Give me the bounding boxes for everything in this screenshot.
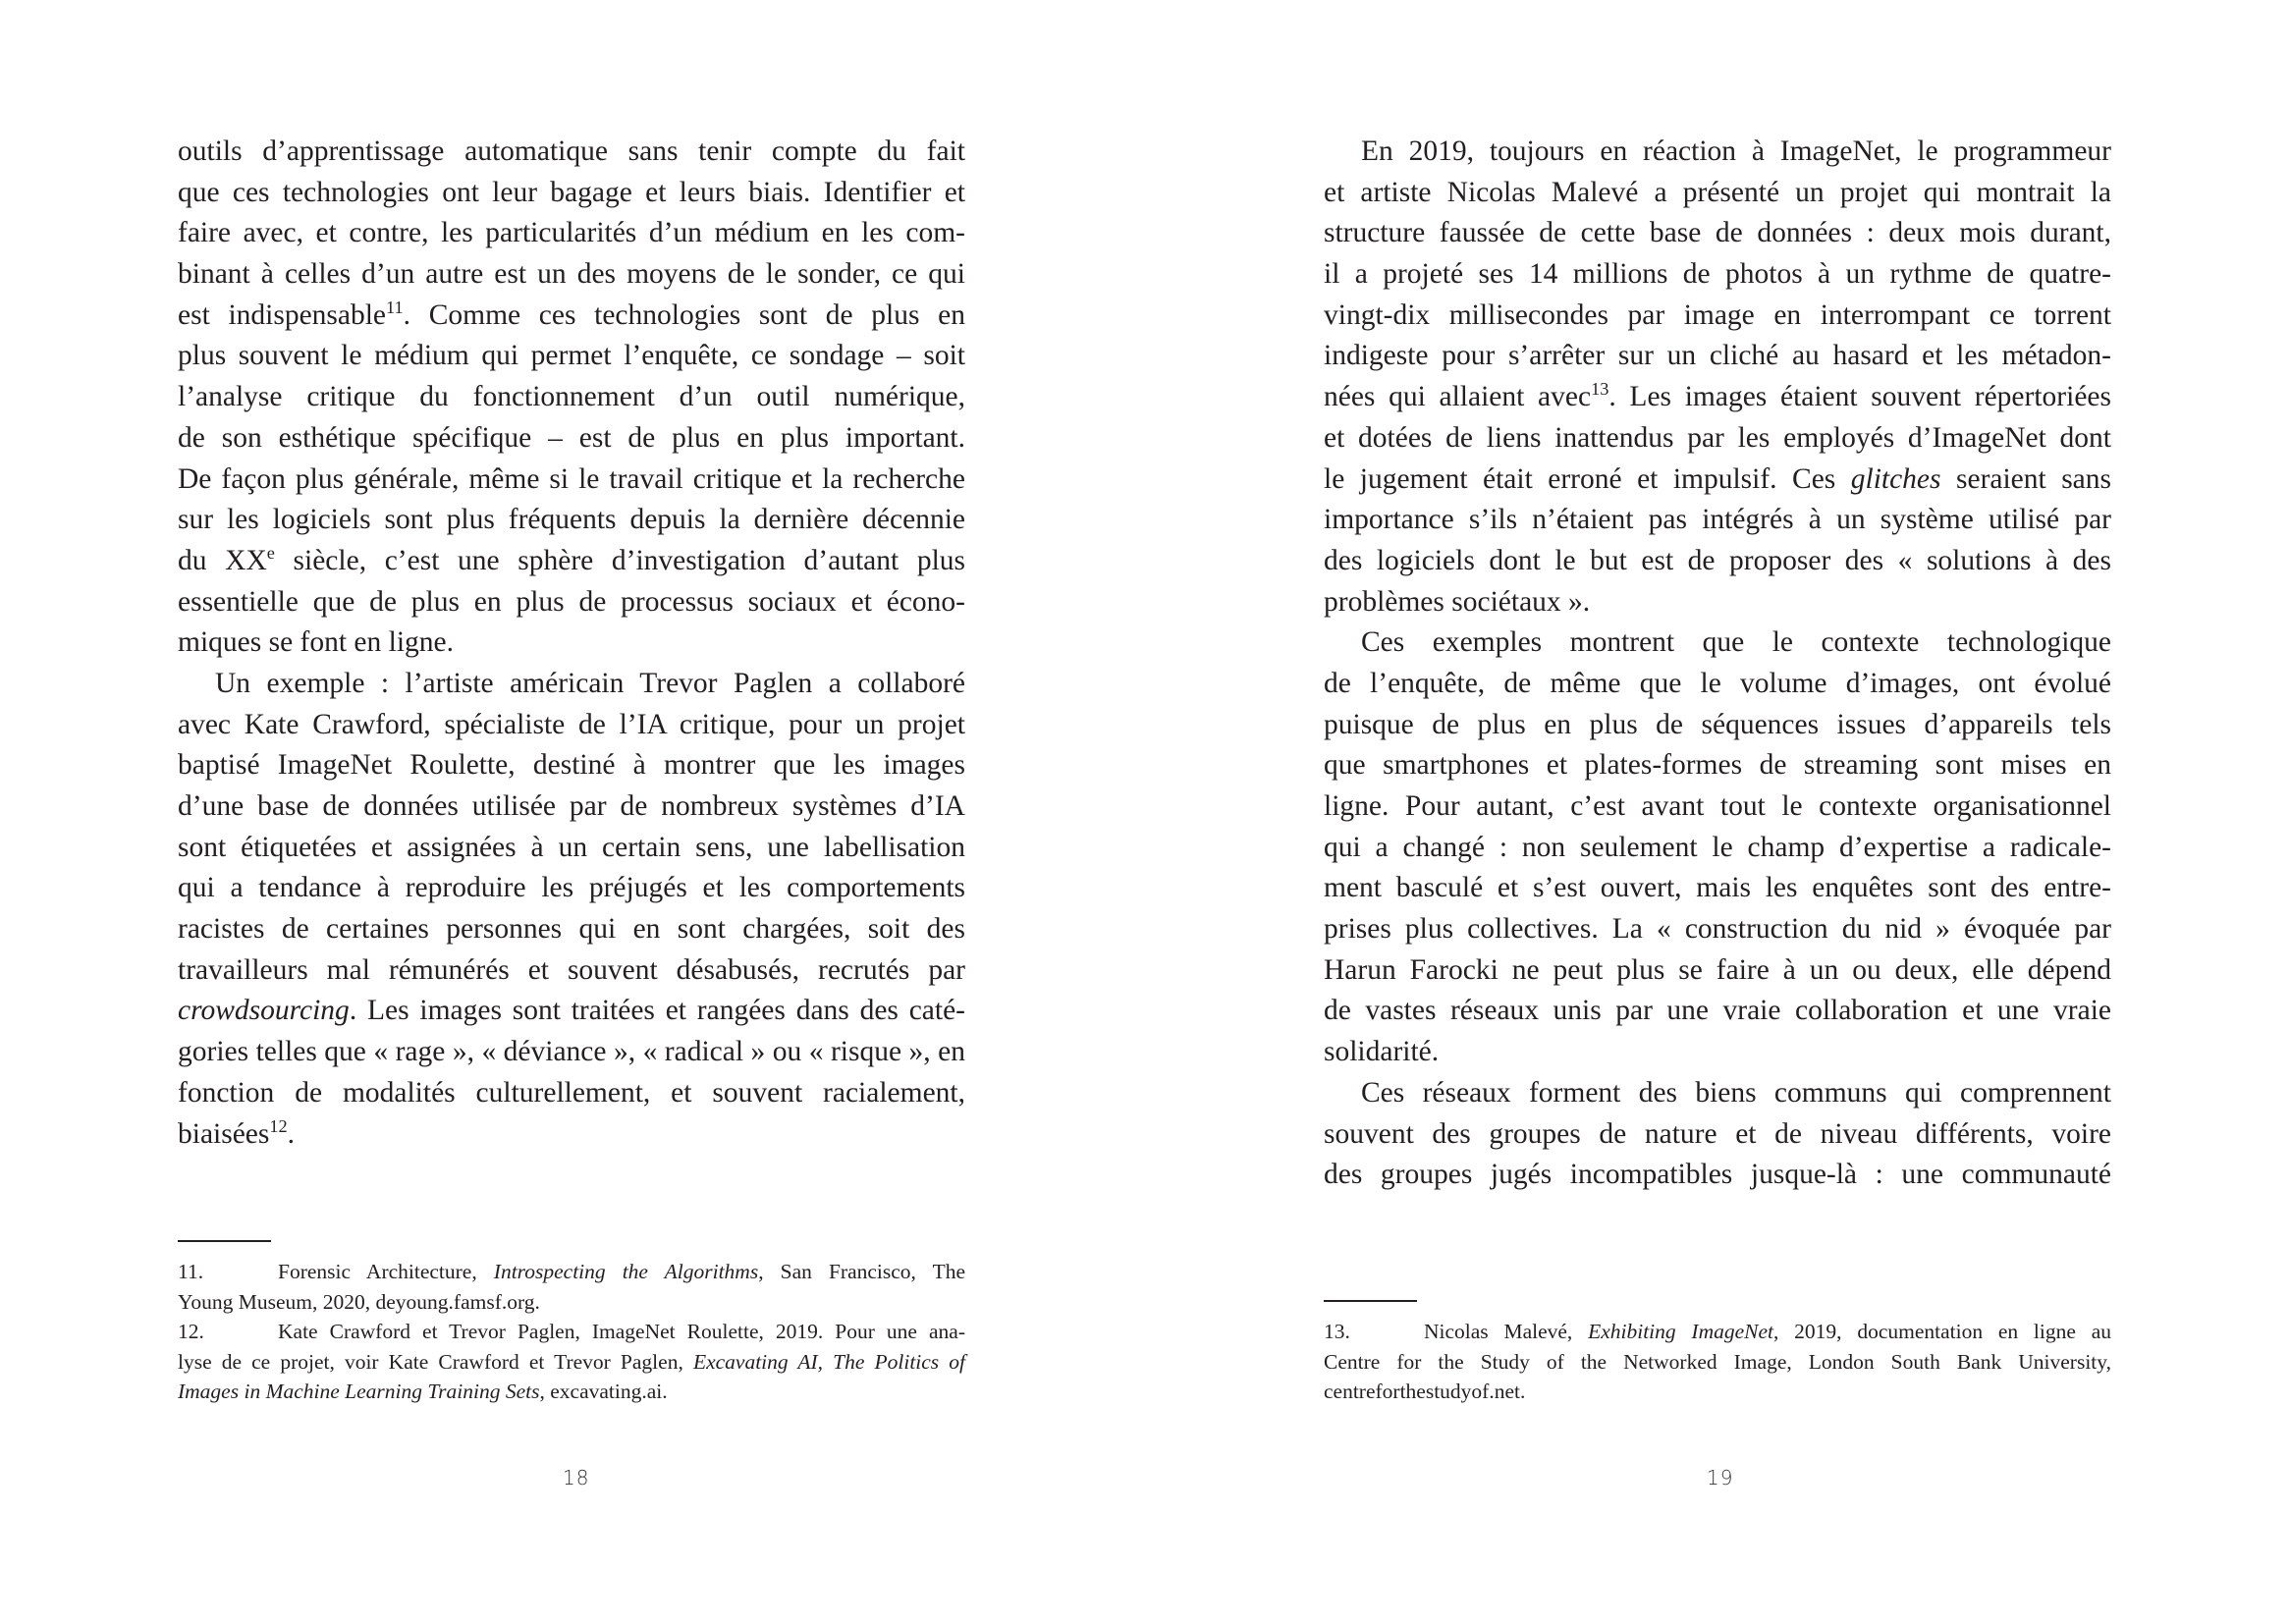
right-page (1145, 0, 2289, 1624)
text-line (1324, 786, 2111, 828)
right-body-text (1324, 132, 2111, 1196)
text-run: de vastes réseaux unis par une vraie collaboration et une vraie (1324, 995, 2111, 1027)
footnote-line (1324, 1377, 2111, 1407)
text-run: centreforthestudyof.net. (1324, 1380, 1526, 1403)
footnote-number: 12. (178, 1320, 204, 1343)
text-line (178, 582, 965, 623)
text-run: Kate Crawford et Trevor Paglen, ImageNet Roulette, 2019. Pour une ana- (278, 1320, 965, 1343)
footnote-line (178, 1317, 965, 1347)
text-line (1324, 664, 2111, 705)
italic-text: Images in Machine Learning Training Sets (178, 1380, 540, 1403)
text-line (1324, 868, 2111, 909)
text-line (178, 1114, 965, 1156)
text-line (178, 1032, 965, 1073)
text-line (178, 991, 965, 1032)
text-line (1324, 1073, 2111, 1114)
text-run: Young Museum, 2020, deyoung.famsf.org. (178, 1289, 540, 1314)
text-line (1324, 623, 2111, 664)
text-line (1324, 418, 2111, 460)
text-run: qui a tendance à reproduire les préjugés et les comportements (178, 872, 965, 904)
text-line (1324, 296, 2111, 337)
footnote (178, 1257, 965, 1317)
text-run: binant à celles d’un autre est un des moyens de le sonder, ce qui (178, 258, 965, 291)
text-run: Forensic Architecture, (278, 1260, 494, 1283)
text-run: De façon plus générale, même si le travail critique et la recherche (178, 462, 965, 495)
text-line (178, 460, 965, 501)
text-run: Centre for the Study of the Networked Image, London South Bank University, (1324, 1349, 2111, 1374)
text-run: . (287, 1117, 296, 1150)
footnote-line (1324, 1317, 2111, 1347)
text-line (178, 868, 965, 909)
text-run: gories telles que « rage », « déviance », « radical » ou « risque », en (178, 1036, 965, 1068)
text-run: plus souvent le médium qui permet l’enquête, ce sondage – soit (178, 340, 965, 372)
text-run: sont étiquetées et assignées à un certain sens, une labellisation (178, 831, 965, 863)
text-run: et artiste Nicolas Malevé a présenté un projet qui montrait la (1324, 176, 2111, 208)
text-run: et dotées de liens inattendus par les employés d’ImageNet dont (1324, 421, 2111, 454)
text-line (1324, 500, 2111, 541)
text-run: l’analyse critique du fonctionnement d’un outil numérique, (178, 381, 965, 413)
footnote-ref: e (266, 542, 275, 563)
text-run: baptisé ImageNet Roulette, destiné à montrer que les images (178, 749, 965, 782)
text-line (178, 950, 965, 992)
footnote-number: 13. (1324, 1320, 1350, 1343)
text-line (178, 132, 965, 173)
text-line (1324, 1155, 2111, 1196)
text-line (1324, 173, 2111, 214)
text-run: des logiciels dont le but est de proposer des « solutions à des (1324, 544, 2111, 576)
text-run: vingt-dix millisecondes par image en interrompant ce torrent (1324, 298, 2111, 331)
text-run: que ces technologies ont leur bagage et leurs biais. Identifier et (178, 176, 965, 208)
text-run: de l’enquête, de même que le volume d’images, ont évolué (1324, 667, 2111, 699)
text-run: biaisées (178, 1117, 270, 1150)
italic-text: Exhibiting ImageNet (1588, 1320, 1774, 1343)
footnote-ref: 13 (1591, 379, 1609, 400)
text-line (178, 296, 965, 337)
text-run: structure faussée de cette base de données : deux mois durant, (1324, 217, 2111, 249)
text-line (1324, 1114, 2111, 1156)
text-line (1324, 336, 2111, 377)
text-run: problèmes sociétaux ». (1324, 585, 1591, 618)
text-line (1324, 909, 2111, 950)
text-line (178, 541, 965, 582)
text-line (178, 213, 965, 254)
text-run: que smartphones et plates-formes de streaming sont mises en (1324, 749, 2111, 782)
text-run: ment basculé et s’est ouvert, mais les enquêtes sont des entre- (1324, 872, 2111, 904)
text-run: . Les images sont traitées et rangées dans des caté- (349, 995, 965, 1027)
italic-text: crowdsourcing (178, 995, 350, 1027)
text-line (178, 418, 965, 460)
text-run: des groupes jugés incompatibles jusque-là : une communauté (1324, 1159, 2111, 1191)
text-run: En 2019, toujours en réaction à ImageNet, le programmeur (1361, 135, 2111, 167)
right-footnotes (1324, 1317, 2111, 1407)
text-line (178, 664, 965, 705)
text-run: d’une base de données utilisée par de nombreux systèmes d’IA (178, 790, 965, 822)
text-line (1324, 828, 2111, 869)
text-run: seraient sans (1940, 462, 2111, 495)
text-run: il a projeté ses 14 millions de photos à un rythme de quatre- (1324, 258, 2111, 291)
text-run: miques se font en ligne. (178, 626, 455, 659)
italic-text: Introspecting the Algorithms (493, 1260, 759, 1283)
text-line (1324, 213, 2111, 254)
text-run: sur les logiciels sont plus fréquents depuis la dernière décennie (178, 504, 965, 536)
text-run: , excavating.ai. (539, 1380, 668, 1403)
text-run: Un exemple : l’artiste américain Trevor Paglen a collaboré (215, 667, 965, 699)
text-line (178, 745, 965, 786)
text-run: nées qui allaient avec (1324, 381, 1592, 413)
footnote-line (178, 1257, 965, 1287)
text-run: racistes de certaines personnes qui en sont chargées, soit des (178, 913, 965, 946)
left-body-text (178, 132, 965, 1155)
text-line (178, 828, 965, 869)
footnote (1324, 1317, 2111, 1407)
footnote (178, 1317, 965, 1407)
text-line (1324, 377, 2111, 418)
text-line (1324, 950, 2111, 992)
page-number: 19 (1707, 1466, 1734, 1489)
footnote-rule (1324, 1300, 1417, 1302)
text-run: Ces exemples montrent que le contexte technologique (1361, 626, 2111, 659)
text-run: est indispensable (178, 298, 387, 331)
text-line (178, 705, 965, 746)
text-line (178, 1073, 965, 1114)
text-line (1324, 991, 2111, 1032)
footnote-line (178, 1287, 965, 1318)
text-run: qui a changé : non seulement le champ d’expertise a radicale- (1324, 831, 2111, 863)
text-run: Harun Farocki ne peut plus se faire à un ou deux, elle dépend (1324, 953, 2111, 986)
text-run: travailleurs mal rémunérés et souvent désabusés, recrutés par (178, 953, 965, 986)
text-line (178, 623, 965, 664)
text-run: le jugement était erroné et impulsif. Ces (1324, 462, 1851, 495)
text-run: de son esthétique spécifique – est de plus en plus important. (178, 421, 965, 454)
footnote-ref: 12 (269, 1115, 288, 1136)
text-run: du XX (178, 544, 267, 576)
text-run: faire avec, et contre, les particularités d’un médium en les com- (178, 217, 965, 249)
text-line (178, 254, 965, 296)
footnote-line (1324, 1347, 2111, 1378)
text-line (1324, 541, 2111, 582)
text-line (1324, 1032, 2111, 1073)
footnote-ref: 11 (386, 297, 404, 317)
text-run: Nicolas Malevé, (1424, 1320, 1589, 1343)
text-line (178, 377, 965, 418)
text-run: , San Francisco, The (758, 1260, 966, 1283)
text-line (178, 786, 965, 828)
text-run: indigeste pour s’arrêter sur un cliché au hasard et les métadon- (1324, 340, 2111, 372)
text-run: souvent des groupes de nature et de niveau différents, voire (1324, 1117, 2111, 1150)
text-line (178, 909, 965, 950)
footnote-rule (178, 1240, 271, 1242)
text-run: prises plus collectives. La « construction du nid » évoquée par (1324, 913, 2111, 946)
footnote-line (178, 1347, 965, 1378)
text-line (1324, 582, 2111, 623)
text-run: . Comme ces technologies sont de plus en (403, 298, 965, 331)
left-footnotes (178, 1257, 965, 1407)
text-line (1324, 132, 2111, 173)
text-line (1324, 745, 2111, 786)
text-run: Ces réseaux forment des biens communs qui comprennent (1361, 1076, 2111, 1109)
text-line (178, 500, 965, 541)
page-number: 18 (563, 1466, 590, 1489)
left-page (0, 0, 1144, 1624)
italic-text: glitches (1850, 462, 1941, 495)
text-run: siècle, c’est une sphère d’investigation d’autant plus (274, 544, 966, 576)
text-run: essentielle que de plus en plus de processus sociaux et écono- (178, 585, 965, 618)
text-run: ligne. Pour autant, c’est avant tout le contexte organisationnel (1324, 790, 2111, 822)
text-run: , 2019, documentation en ligne au (1773, 1320, 2111, 1343)
text-run: . Les images étaient souvent répertoriées (1608, 381, 2111, 413)
italic-text: Excavating AI, The Politics of (692, 1349, 965, 1374)
text-run: avec Kate Crawford, spécialiste de l’IA critique, pour un projet (178, 708, 965, 740)
text-run: importance s’ils n’étaient pas intégrés à un système utilisé par (1324, 504, 2111, 536)
text-run: puisque de plus en plus de séquences issues d’appareils tels (1324, 708, 2111, 740)
text-line (178, 173, 965, 214)
footnote-number: 11. (178, 1260, 204, 1283)
text-line (1324, 254, 2111, 296)
text-run: outils d’apprentissage automatique sans tenir compte du fait (178, 135, 965, 167)
text-line (178, 336, 965, 377)
footnote-line (178, 1377, 965, 1407)
text-line (1324, 460, 2111, 501)
text-run: fonction de modalités culturellement, et souvent racialement, (178, 1076, 965, 1109)
text-run: lyse de ce projet, voir Kate Crawford et Trevor Paglen, (178, 1349, 693, 1374)
text-run: solidarité. (1324, 1036, 1440, 1068)
text-line (1324, 705, 2111, 746)
